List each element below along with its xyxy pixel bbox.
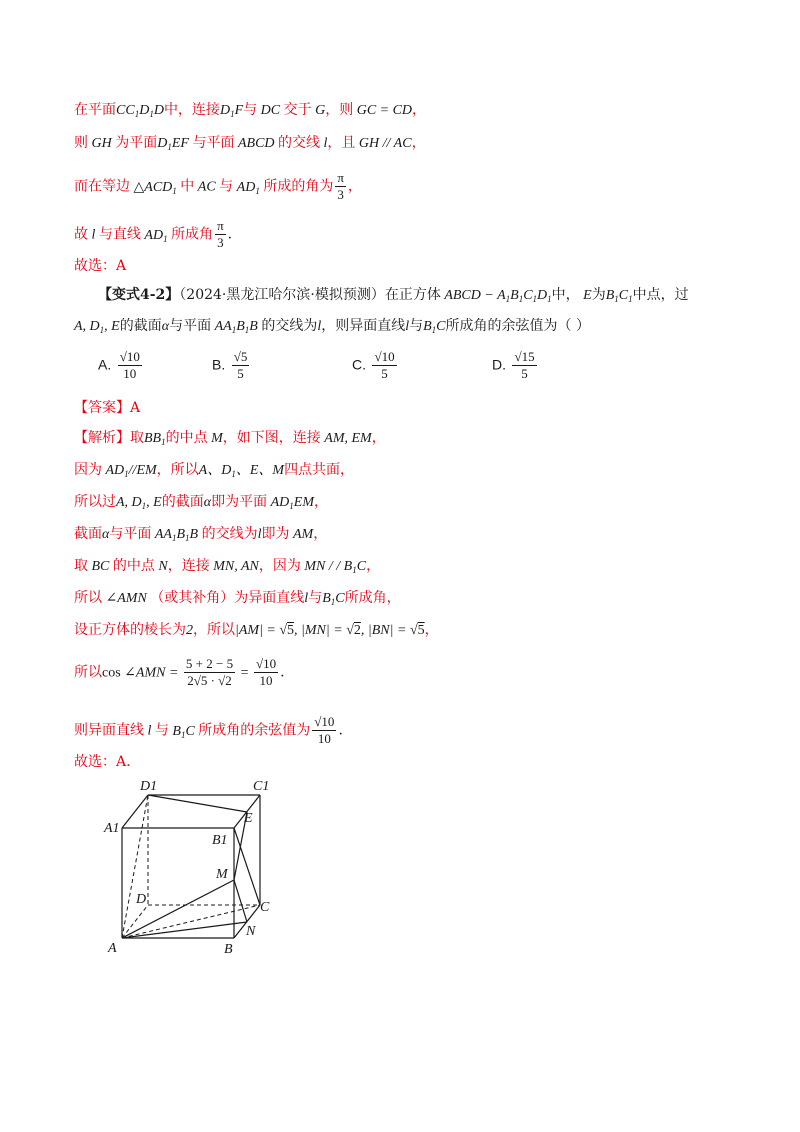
- label-c: C: [260, 900, 270, 915]
- segment-an: [122, 922, 247, 938]
- solution-choice: 故选：A: [74, 258, 127, 274]
- label-a: A: [108, 941, 117, 956]
- option-b[interactable]: B. $\frac{√5}{5}$: [212, 349, 248, 381]
- analysis-line-6: 所以 ∠AMN （或其补角）为异面直线l与$B_1C$所成角，: [74, 590, 401, 607]
- solution-line-2: 则 GH 为平面$D_1EF$ 与平面 ABCD 的交线 l，且 GH // AC，: [74, 135, 426, 152]
- cube-figure: [98, 770, 288, 970]
- option-a[interactable]: A. $\frac{√10}{10}$: [98, 349, 140, 381]
- segment-ac-hidden: [122, 905, 260, 938]
- analysis-choice: 故选：A.: [74, 754, 131, 770]
- solution-line-3: 而在等边 $\triangle ACD_1$ 中 AC 与 $AD_1$ 所成的角为 $\frac{\pi}{3}$ ，: [74, 170, 362, 202]
- solution-line-4: 故 l 与直线 $AD_1$ 所成角 $\frac{\pi}{3}$ .: [74, 218, 233, 250]
- segment-d1e: [148, 795, 247, 812]
- label-c1: C1: [253, 779, 270, 794]
- analysis-line-1: 【解析】取$BB_1$的中点 M，如下图，连接 AM, EM，: [74, 430, 386, 447]
- segment-mn: [234, 880, 247, 922]
- label-b1: B1: [212, 833, 228, 848]
- analysis-line-4: 截面α与平面 $AA_1B_1B$ 的交线为l即为 AM，: [74, 526, 328, 543]
- solution-line-1: 在平面$CC_1D_1D$中，连接$D_1F$与 DC 交于 G，则 GC = CD，: [74, 102, 427, 119]
- label-n: N: [246, 924, 256, 939]
- label-e: E: [244, 811, 253, 826]
- option-d[interactable]: D. $\frac{√15}{5}$: [492, 349, 535, 381]
- analysis-line-3: 所以过A, $D_1$, E的截面α即为平面 $AD_1EM$，: [74, 494, 328, 511]
- analysis-line-5: 取 BC 的中点 N，连接 MN, AN，因为 MN / / $B_1C$，: [74, 558, 381, 575]
- label-m: M: [216, 867, 228, 882]
- label-d1: D1: [140, 779, 158, 794]
- label-a1: A1: [104, 821, 120, 836]
- label-d: D: [136, 892, 147, 907]
- label-b: B: [224, 942, 233, 957]
- option-c[interactable]: C. $\frac{√10}{5}$: [352, 349, 395, 381]
- analysis-line-8: 所以cos ∠AMN = $\frac{5 + 2 - 5}{2√5 \cdot √2}$ = $\frac{√10}{10}$ .: [74, 656, 285, 688]
- problem-line-1: 【变式4-2】（2024·黑龙江哈尔滨·模拟预测）在正方体 ABCD − $A_1B_1C_1D_1$中， E为$B_1C_1$中点，过: [98, 287, 689, 304]
- segment-ad1-hidden: [122, 795, 148, 938]
- analysis-line-9: 则异面直线 l 与 $B_1C$ 所成角的余弦值为 $\frac{√10}{10}$ .: [74, 714, 343, 746]
- segment-am: [122, 880, 234, 938]
- answer-line: 【答案】A: [74, 400, 141, 416]
- analysis-line-7: 设正方体的棱长为2，所以|AM| = √5, |MN| = √2, |BN| = √5，: [74, 622, 439, 638]
- problem-line-2: A, $D_1$, E的截面α与平面 $AA_1B_1B$ 的交线为l，则异面直线l与$B_1C$所成角的余弦值为（ ）: [74, 318, 590, 335]
- edge-a1d1: [122, 795, 148, 828]
- analysis-line-2: 因为 $AD_1//EM$，所以A、$D_1$、E、M四点共面，: [74, 462, 355, 479]
